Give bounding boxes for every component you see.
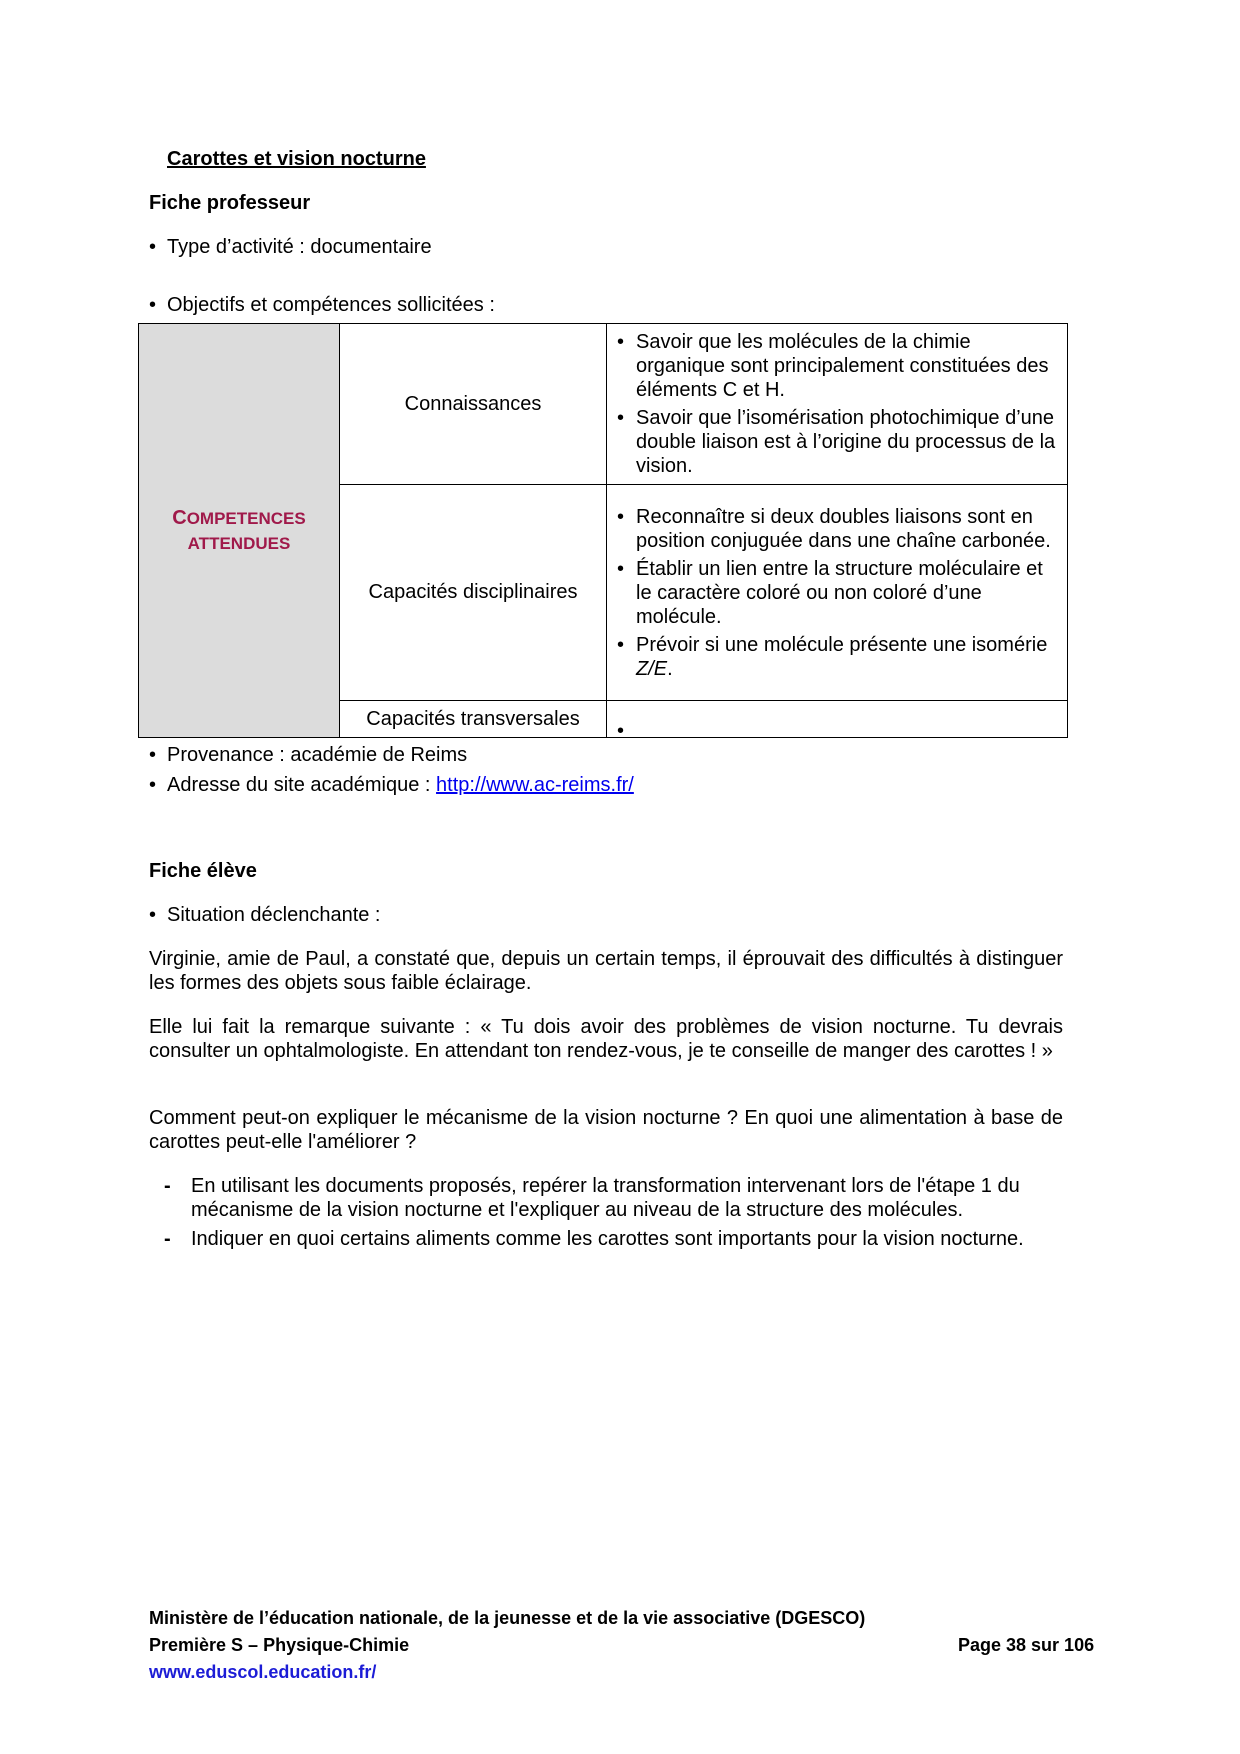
competences-attendues-header	[139, 324, 340, 738]
provenance-text: Provenance : académie de Reims	[167, 744, 468, 766]
category-connaissances: Connaissances	[340, 324, 607, 485]
objectifs-line	[149, 294, 495, 317]
items-capacites-transversales	[607, 701, 1068, 738]
bullet-icon: •	[149, 904, 157, 926]
type-activite-text: Type d’activité : documentaire	[167, 236, 432, 258]
bullet-icon: •	[149, 744, 157, 766]
item-text: Prévoir si une molécule présente une isomérie	[636, 633, 1048, 656]
footer-level: Première S – Physique-Chimie	[149, 1635, 410, 1655]
isomerie-label: Z/E	[636, 657, 668, 680]
provenance-line	[149, 744, 467, 767]
situation-text: Situation déclenchante :	[167, 904, 381, 926]
bullet-icon: •	[149, 294, 157, 316]
bullet-icon: •	[149, 774, 157, 796]
paragraph-question: Comment peut-on expliquer le mécanisme de la vision nocturne ? En quoi une alimentation à base de carottes peut-elle l'améliorer ?	[149, 1107, 1063, 1153]
document-title: Carottes et vision nocturne	[167, 148, 426, 170]
adresse-label: Adresse du site académique :	[167, 774, 437, 796]
task-text: En utilisant les documents proposés, repérer la transformation intervenant lors de l'étape 1 du mécanisme de la vision nocturne et l'expliquer au niveau de la structure des molécules.	[191, 1175, 1020, 1221]
competences-label-initial: C	[172, 506, 187, 529]
category-capacites-transversales: Capacités transversales	[340, 701, 607, 738]
list-item	[617, 633, 1057, 681]
competences-label-line2: ATTENDUES	[187, 533, 291, 553]
items-connaissances	[607, 324, 1068, 485]
competences-table	[138, 323, 1068, 738]
adresse-line	[149, 774, 634, 797]
paragraph-virginie: Virginie, amie de Paul, a constaté que, depuis un certain temps, il éprouvait des difficultés à distinguer les formes des objets sous faible éclairage.	[149, 948, 1063, 994]
fiche-eleve-heading: Fiche élève	[149, 860, 257, 882]
items-capacites-disciplinaires	[607, 485, 1068, 701]
bullet-icon: •	[149, 236, 157, 258]
table-row	[139, 324, 1068, 485]
list-item	[149, 1227, 1049, 1251]
task-list	[149, 1174, 1049, 1256]
objectifs-text: Objectifs et compétences sollicitées :	[167, 294, 495, 316]
fiche-professeur-heading: Fiche professeur	[149, 192, 311, 214]
task-text: Indiquer en quoi certains aliments comme les carottes sont importants pour la vision nocturne.	[191, 1228, 1024, 1250]
category-capacites-disciplinaires: Capacités disciplinaires	[340, 485, 607, 701]
item-period: .	[667, 657, 673, 680]
list-item: • Reconnaître si deux doubles liaisons sont en position conjuguée dans une chaîne carbonée.	[617, 505, 1057, 553]
footer-site-link[interactable]: www.eduscol.education.fr/	[149, 1662, 377, 1682]
dash-icon: -	[164, 1228, 171, 1250]
dash-icon: -	[164, 1175, 171, 1197]
type-activite-line	[149, 236, 432, 259]
list-item: • Savoir que l’isomérisation photochimique d’une double liaison est à l’origine du processus de la vision.	[617, 406, 1057, 478]
footer-page-number: Page 38 sur 106	[958, 1635, 1095, 1655]
situation-line	[149, 904, 381, 927]
list-item: • Savoir que les molécules de la chimie organique sont principalement constituées des éléments C et H.	[617, 330, 1057, 402]
footer-ministry: Ministère de l’éducation nationale, de la jeunesse et de la vie associative (DGESCO)	[149, 1608, 866, 1628]
competences-label-rest: OMPETENCES	[186, 508, 306, 528]
paragraph-remarque: Elle lui fait la remarque suivante : « Tu dois avoir des problèmes de vision nocturne. Tu devrais consulter un ophtalmologiste. En attendant ton rendez-vous, je te conseille de manger des carottes ! »	[149, 1016, 1063, 1062]
list-item: • Établir un lien entre la structure moléculaire et le caractère coloré ou non coloré d’une molécule.	[617, 557, 1057, 629]
list-item	[149, 1174, 1049, 1222]
academie-link[interactable]: http://www.ac-reims.fr/	[436, 774, 634, 796]
